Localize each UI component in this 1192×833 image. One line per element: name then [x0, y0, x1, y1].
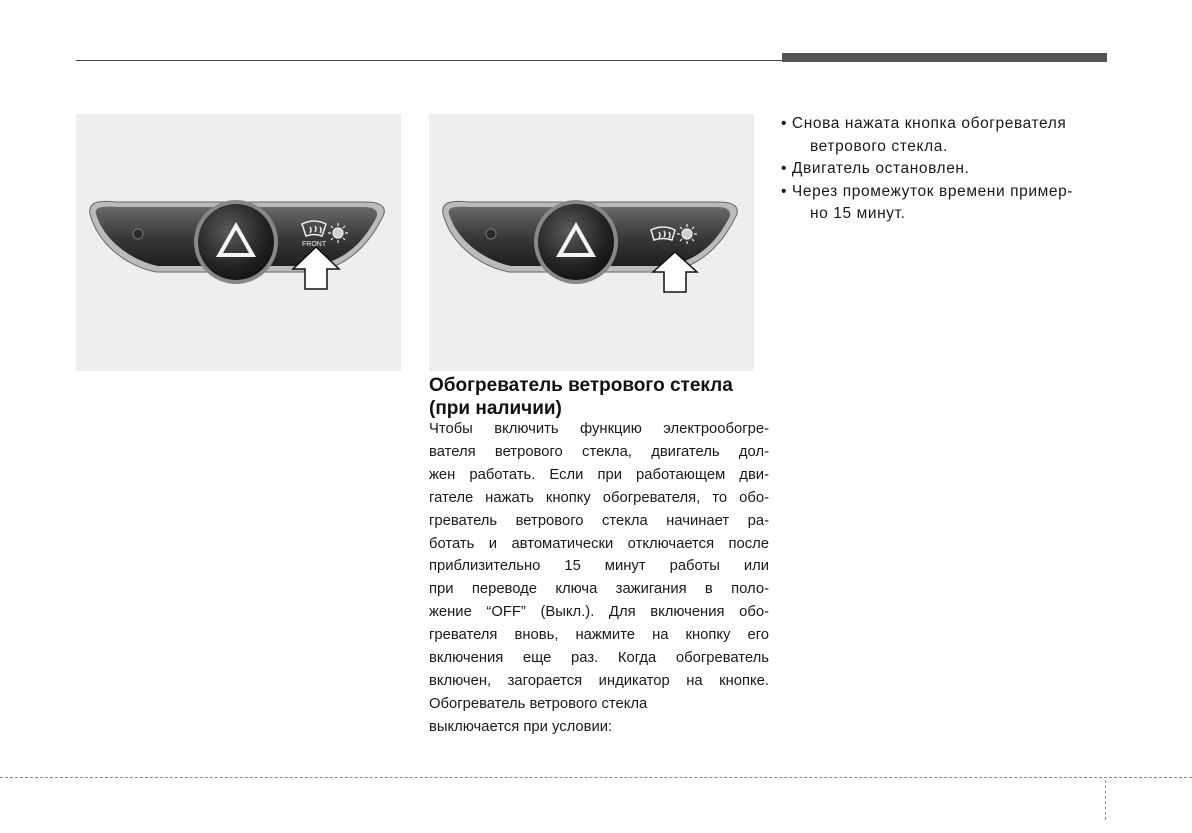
- body-line: приблизительно 15 минут работы или: [429, 558, 769, 575]
- switch-panel-illustration: [76, 114, 401, 371]
- indicator-lamp-icon: [328, 223, 348, 243]
- off-conditions-list: [781, 113, 1111, 226]
- body-line: ботать и автоматически отключается после: [429, 535, 769, 552]
- body-line: гателе нажать кнопку обогревателя, то обо-: [429, 489, 769, 506]
- header-rule: [76, 60, 782, 61]
- body-line: жение “OFF” (Выкл.). Для включения обо-: [429, 604, 769, 621]
- section-title-line2: (при наличии): [429, 398, 562, 419]
- hazard-knob: [538, 204, 614, 280]
- list-item: [781, 181, 1111, 226]
- body-line: включения еще раз. Когда обогреватель: [429, 650, 769, 667]
- list-item-continuation: но 15 минут.: [810, 205, 906, 222]
- section-title-line1: Обогреватель ветрового стекла: [429, 375, 733, 396]
- body-line: гревателя вновь, нажмите на кнопку его: [429, 627, 769, 644]
- body-line: Обогреватель ветрового стекла: [429, 695, 648, 712]
- figure-front-defroster-button: [76, 114, 401, 371]
- list-item-continuation: ветрового стекла.: [810, 137, 948, 155]
- header-tab-bar: [782, 53, 1107, 62]
- section-body: [429, 418, 769, 739]
- body-line: вателя ветрового стекла, двигатель дол-: [429, 443, 769, 460]
- section-title: [429, 374, 759, 420]
- list-item-text: • Снова нажата кнопка обогревателя: [781, 115, 1067, 132]
- list-item: [781, 113, 1111, 158]
- figure-defroster-button: [429, 114, 754, 371]
- list-item: [781, 158, 1111, 181]
- body-line: греватель ветрового стекла начинает ра-: [429, 512, 769, 529]
- body-line: Чтобы включить функцию электрообогре-: [429, 421, 769, 437]
- body-line: выключается при условии:: [429, 718, 613, 735]
- indicator-hole: [133, 229, 143, 239]
- hazard-knob: [198, 204, 274, 280]
- body-line: включен, загорается индикатор на кнопке.: [429, 672, 769, 689]
- switch-panel-illustration: [429, 114, 754, 371]
- list-item-text: • Двигатель остановлен.: [781, 160, 970, 177]
- footer-rule: [0, 777, 1192, 778]
- front-label: FRONT: [302, 241, 327, 248]
- footer-separator: [1105, 780, 1106, 820]
- indicator-hole: [486, 229, 496, 239]
- body-line: жен работать. Если при работающем дви-: [429, 466, 769, 483]
- indicator-lamp-icon: [677, 224, 697, 244]
- body-line: при переводе ключа зажигания в поло-: [429, 581, 769, 598]
- list-item-text: • Через промежуток времени пример-: [781, 182, 1074, 200]
